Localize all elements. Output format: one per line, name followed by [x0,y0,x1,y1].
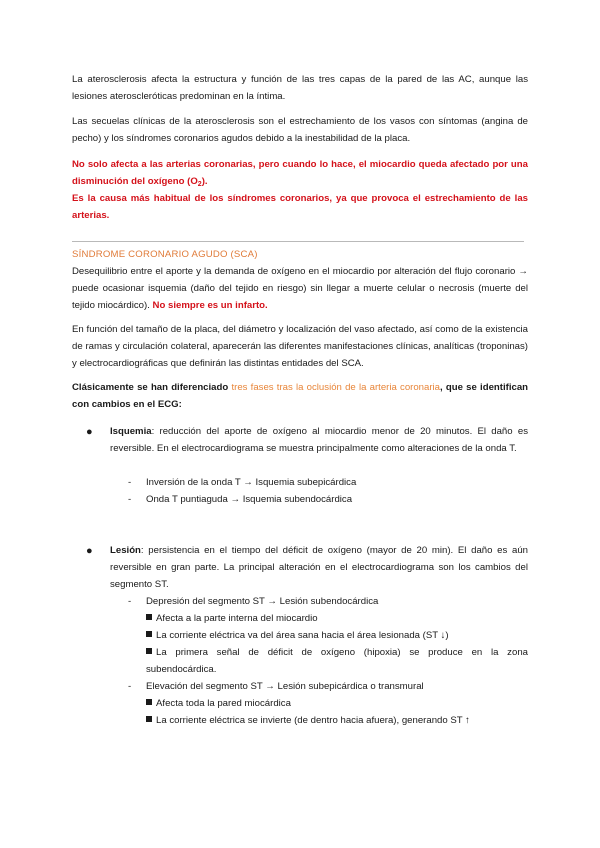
red-note-2: Es la causa más habitual de los síndromes coronarios, ya que provoca el estrechamiento de las arterias. [72,193,528,221]
dash-marker: - [128,596,132,607]
phases-intro [72,380,528,414]
function-paragraph: En función del tamaño de la placa, del diámetro y localización del vaso afectado, así como de la existencia de ramas y circulación colateral, aparecerán las diferentes manifestaciones clínicas, analíticas (troponinas) y electrocardiográficas que definirán las distintas entidades del SCA. [72,324,528,369]
lesion-item-1-sub-2 [146,628,528,645]
red-note-1-end: ). [201,175,208,187]
isquemia-item-1-text: Inversión de la onda T → Isquemia subepicárdica [146,477,357,488]
phases-intro-highlight: tres fases tras la oclusión de la arteria coronaria [231,382,441,393]
intro-paragraph-2: Las secuelas clínicas de la aterosclerosis son el estrechamiento de los vasos con síntomas (angina de pecho) y los síndromes coronarios agudos debido a la inestabilidad de la placa. [72,116,528,144]
lesion-item-1-sub-3-text: La primera señal de déficit de oxígeno (hipoxia) se produce en la zona subendocárdica. [146,647,528,675]
isquemia-title: Isquemia [110,426,152,437]
bullet-dot-icon: ● [86,426,93,438]
dash-marker: - [128,477,132,488]
lesion-item-2-sub-2 [146,713,528,730]
dash-marker: - [128,681,132,692]
phases-intro-b: , que se identifican con cambios en el ECG: [72,382,529,410]
lesion-item-2-sub-2-text: La corriente eléctrica se invierte (de dentro hacia afuera), generando ST ↑ [156,715,470,726]
lesion-item-1-sub-3 [146,645,528,679]
oxygen-subscript: 2 [197,180,202,188]
red-note-1 [72,157,528,194]
isquemia-description: : reducción del aporte de oxígeno al miocardio menor de 20 minutos. El daño es reversible. En el electrocardiograma se muestra principalmente como alteraciones de la onda T. [110,426,528,454]
lesion-item-2-sub-1 [146,696,528,713]
intro-paragraph-1: La aterosclerosis afecta la estructura y función de las tres capas de la pared de las AC, aunque las lesiones ateroscleróticas predominan en la íntima. [72,74,528,102]
lesion-title: Lesión [110,545,141,556]
lesion-item-2-sub-1-text: Afecta toda la pared miocárdica [156,698,291,709]
square-bullet-icon [146,648,152,654]
phases-intro-a: Clásicamente se han diferenciado [72,382,229,393]
lesion-item-1-text: Depresión del segmento ST → Lesión subendocárdica [146,596,379,607]
lesion-item-2-text: Elevación del segmento ST → Lesión subepicárdica o transmural [146,681,424,692]
bullet-dot-icon: ● [86,545,93,557]
square-bullet-icon [146,614,152,620]
lesion-description: : persistencia en el tiempo del déficit de oxígeno (mayor de 20 min). El daño es aún reversible en gran parte. La principal alteración en el electrocardiograma son los cambios del segmento ST. [110,545,528,590]
sca-definition-warning: No siempre es un infarto. [152,299,268,311]
lesion-item-1-sub-2-text: La corriente eléctrica va del área sana hacia el área lesionada (ST ↓) [156,630,449,641]
sca-definition-text: Desequilibrio entre el aporte y la demanda de oxígeno en el miocardio por alteración del flujo coronario → puede ocasionar isquemia (daño del tejido en riesgo) sin llegar a muerte celular o necrosis (muerte del tejido miocárdico). [72,266,528,311]
lesion-text [110,543,528,593]
section-divider [72,241,524,242]
dash-marker: - [128,494,132,505]
isquemia-item-2-text: Onda T puntiaguda → Isquemia subendocárdica [146,494,353,505]
sca-definition [72,264,528,314]
lesion-item-1-sub-1 [146,611,528,628]
square-bullet-icon [146,699,152,705]
section-heading: SÍNDROME CORONARIO AGUDO (SCA) [72,249,258,260]
square-bullet-icon [146,716,152,722]
lesion-item-1-sub-1-text: Afecta a la parte interna del miocardio [156,613,318,624]
red-note-1-text: No solo afecta a las arterias coronarias, pero cuando lo hace, el miocardio queda afectado por una disminución del oxígeno (O [72,159,528,187]
bullet-lesion [88,543,528,593]
square-bullet-icon [146,631,152,637]
isquemia-text [110,424,528,458]
bullet-isquemia [88,424,528,458]
